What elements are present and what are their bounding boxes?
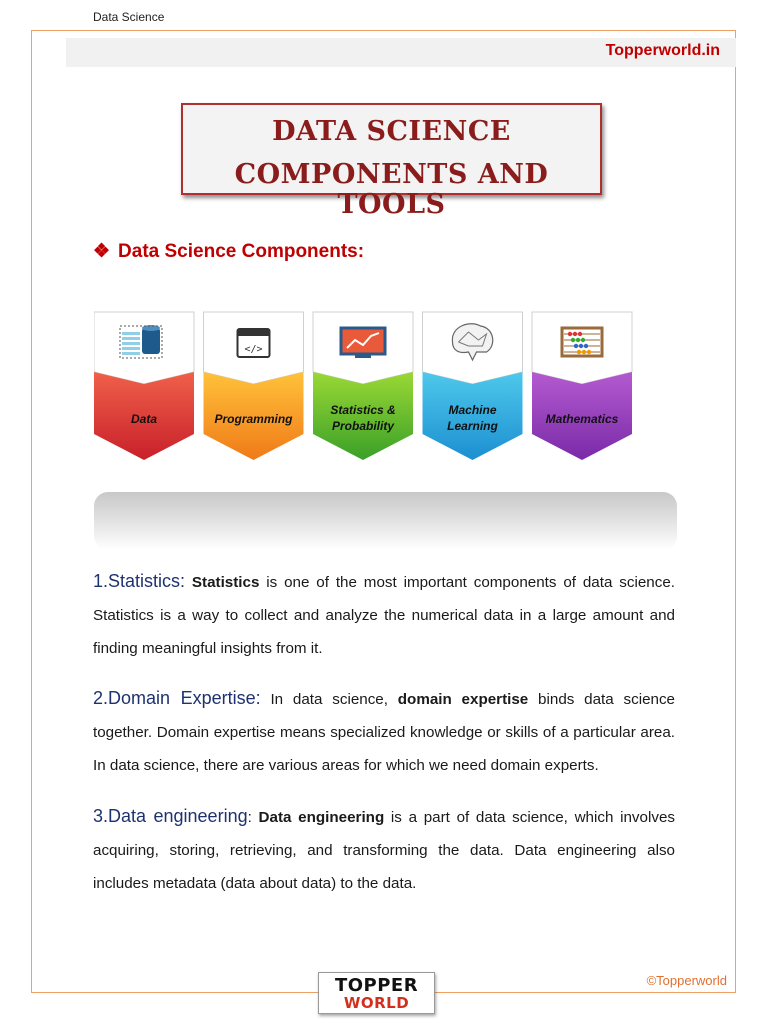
card-top-panel bbox=[532, 312, 632, 384]
domain-expertise-intro: In data science, bbox=[260, 691, 398, 708]
statistics-bold-term: Statistics bbox=[191, 574, 260, 591]
component-card bbox=[94, 312, 194, 460]
domain-expertise-heading: 2.Domain Expertise: bbox=[93, 688, 261, 708]
component-card bbox=[532, 312, 632, 460]
brand-bar bbox=[66, 38, 736, 67]
card-label: Programming bbox=[214, 412, 293, 426]
code-window-icon bbox=[238, 329, 270, 357]
statistics-heading: 1.Statistics: bbox=[93, 571, 186, 591]
paragraph-domain-expertise bbox=[93, 682, 675, 782]
domain-expertise-bold-term: domain expertise bbox=[397, 691, 529, 708]
section-heading bbox=[93, 240, 364, 263]
component-card bbox=[313, 312, 413, 460]
page-title bbox=[181, 103, 602, 220]
data-engineering-heading: 3.Data engineering bbox=[93, 806, 248, 826]
section-heading-text: Data Science Components: bbox=[118, 241, 365, 262]
component-card bbox=[204, 312, 304, 460]
card-label-line-2: Learning bbox=[447, 419, 498, 433]
data-engineering-bold-term: Data engineering bbox=[258, 809, 385, 826]
card-label-line-1: Statistics & bbox=[330, 403, 396, 417]
card-label: Mathematics bbox=[545, 412, 619, 426]
chart-monitor-icon bbox=[341, 328, 385, 358]
domain-expertise-body: binds data science together. Domain expertise means specialized knowledge or skills of a particular area. In data science, there are various areas for which we need domain experts. bbox=[93, 691, 675, 774]
footer-logo-line-2: WORLD bbox=[343, 994, 410, 1012]
footer-logo-line-1: TOPPER bbox=[334, 975, 419, 996]
data-engineering-colon: : bbox=[247, 809, 252, 826]
card-label-line-2: Probability bbox=[331, 419, 395, 433]
paragraph-data-engineering bbox=[93, 800, 675, 900]
document-header-label: Data Science bbox=[93, 10, 165, 24]
components-graphic bbox=[94, 308, 677, 553]
component-card bbox=[423, 312, 523, 460]
data-engineering-body: is a part of data science, which involves acquiring, storing, retrieving, and transforming the data. Data engineering also includes metadata (data about data) to the data. bbox=[93, 809, 675, 892]
diamond-bullet-icon: ❖ bbox=[93, 241, 111, 262]
title-line-2: COMPONENTS AND TOOLS bbox=[234, 159, 549, 220]
statistics-body: is one of the most important components of data science. Statistics is a way to collect and analyze the numerical data in a large amount and finding meaningful insights from it. bbox=[93, 574, 675, 657]
reflection-shelf bbox=[94, 492, 677, 550]
data-engineering-spacer bbox=[252, 809, 259, 826]
brand-name[interactable]: Topperworld.in bbox=[605, 42, 720, 59]
svg-text:</>: </> bbox=[244, 344, 263, 355]
card-label-line-1: Machine bbox=[448, 403, 497, 417]
copyright-text: ©Topperworld bbox=[646, 973, 727, 988]
card-label: Data bbox=[130, 412, 158, 426]
components-infographic bbox=[94, 308, 677, 553]
paragraph-statistics bbox=[93, 565, 675, 665]
title-line-1: DATA SCIENCE bbox=[272, 116, 511, 147]
footer-logo bbox=[318, 972, 435, 1014]
